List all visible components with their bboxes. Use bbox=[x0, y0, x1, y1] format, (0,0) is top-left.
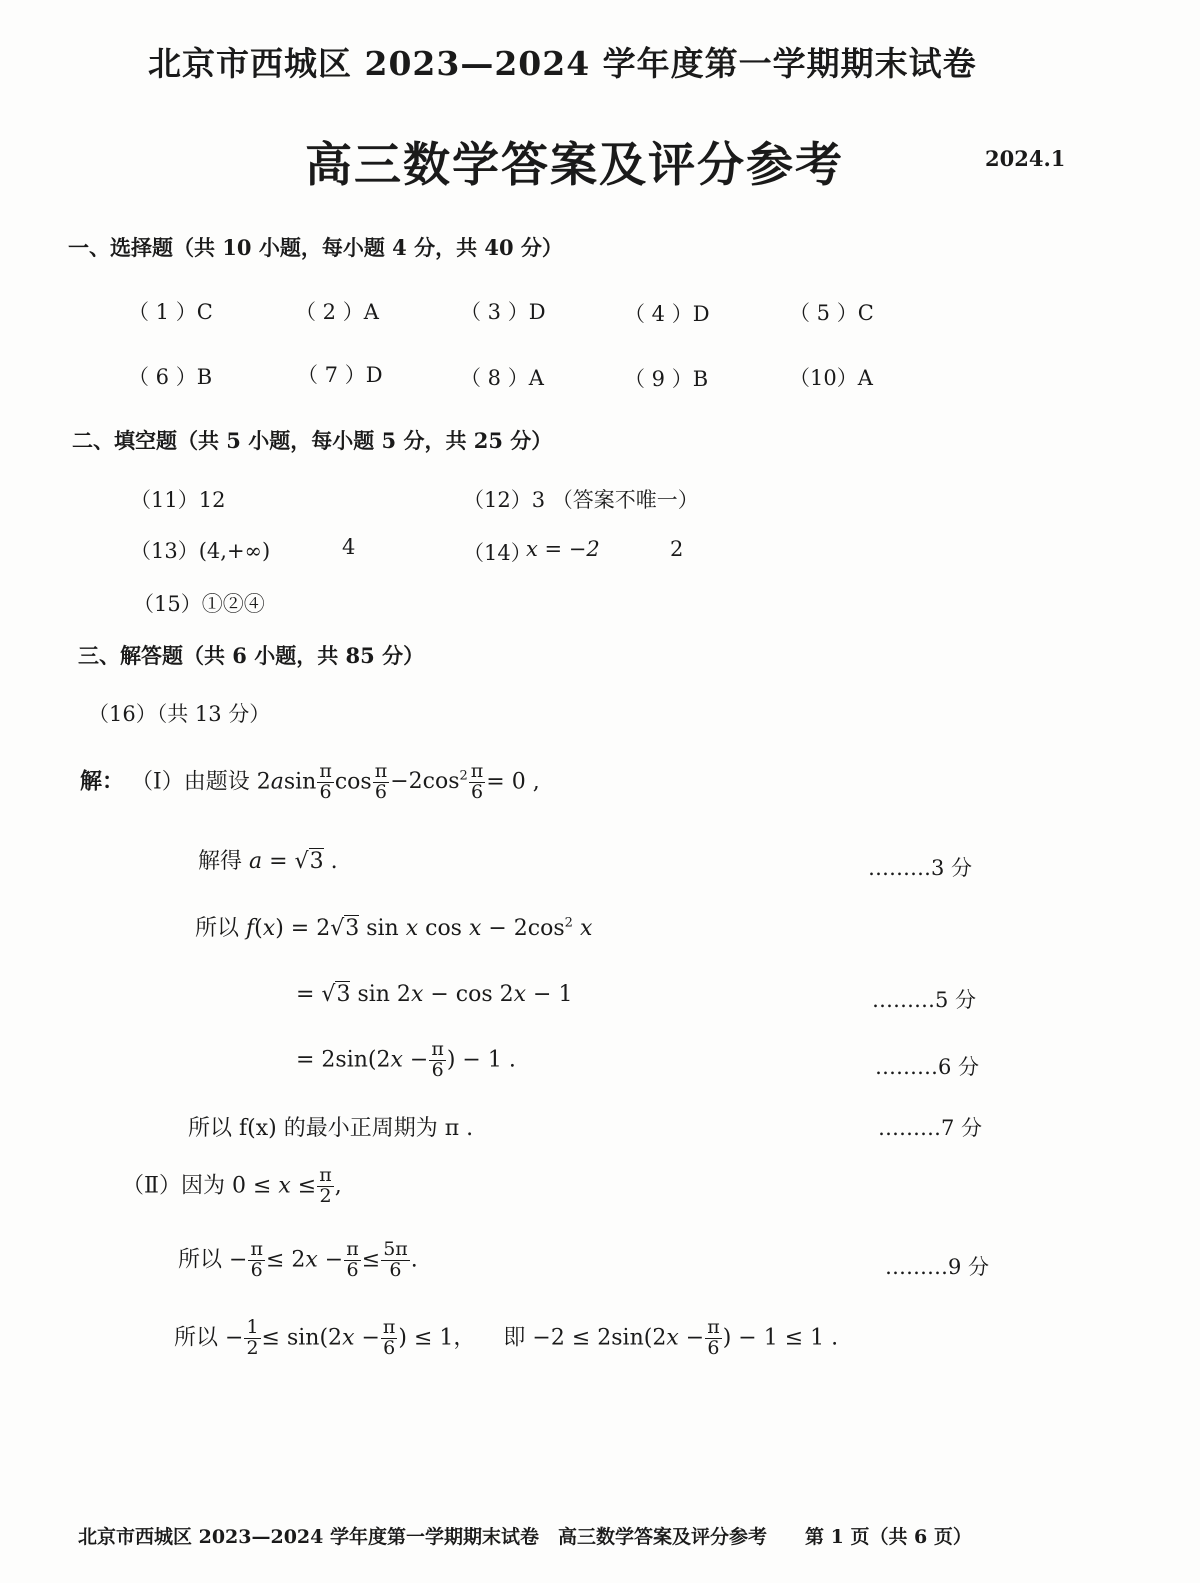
answer-6: （ 6 ）B bbox=[128, 365, 213, 389]
answer-13-second: 4 bbox=[342, 535, 356, 559]
answer-15: （15）①②④ bbox=[133, 592, 265, 616]
answer-4: （ 4 ）D bbox=[624, 302, 710, 326]
answer-8: （ 8 ）A bbox=[460, 366, 544, 390]
solution-line-4: = √3 sin 2x − cos 2x − 1 bbox=[296, 982, 573, 1007]
solution-label: 解： bbox=[80, 768, 125, 795]
page-title: 高三数学答案及评分参考 bbox=[305, 138, 844, 193]
points-6: ………6 分 bbox=[875, 1055, 980, 1079]
solution-line-2: 解得 a = √3 . bbox=[198, 849, 338, 874]
answer-13-first: （13）(4,+∞) bbox=[130, 539, 271, 563]
section3-heading: 三、解答题（共 6 小题，共 85 分） bbox=[78, 643, 425, 668]
points-7: ………7 分 bbox=[878, 1116, 983, 1140]
page-footer: 北京市西城区 2023—2024 学年度第一学期期末试卷 高三数学答案及评分参考 第 1 页（共 6 页） bbox=[78, 1526, 972, 1548]
solution-line-7: （Ⅱ）因为 0 ≤ x ≤ $\frac{\pi}{2}$ , bbox=[122, 1164, 342, 1207]
part1-label: （Ⅰ）由题设 bbox=[131, 769, 250, 795]
points-5: ………5 分 bbox=[872, 988, 977, 1012]
exam-date: 2024.1 bbox=[985, 146, 1066, 171]
solution-line-1: 解： （Ⅰ）由题设 2asin $\frac{\pi}{6}$ cos $\frac{\pi}{6}$ $-2\cos^2$ $\frac{\pi}{6}$ = 0 , bbox=[80, 760, 540, 803]
solution-line-3: 所以 f(x) = 2√3 sin x $\cos x - 2\cos^2$ x bbox=[195, 915, 593, 941]
answer-12: （12）3 （答案不唯一） bbox=[463, 488, 699, 512]
solution-line-5: = 2sin(2x − $\frac{\pi}{6}$ ) − 1 . bbox=[296, 1038, 516, 1081]
answer-14-first: x = −2 bbox=[526, 537, 600, 561]
points-3: ………3 分 bbox=[868, 856, 973, 880]
answer-10: （10）A bbox=[789, 366, 873, 390]
answer-11: （11）12 bbox=[130, 488, 226, 512]
answer-1: （ 1 ）C bbox=[128, 300, 213, 324]
section2-heading: 二、填空题（共 5 小题，每小题 5 分，共 25 分） bbox=[72, 428, 553, 453]
solution-line-6: 所以 f(x) 的最小正周期为 π . bbox=[188, 1116, 474, 1141]
points-9: ………9 分 bbox=[885, 1255, 990, 1279]
answer-3: （ 3 ）D bbox=[460, 300, 546, 324]
answer-7: （ 7 ）D bbox=[297, 363, 383, 387]
exam-title: 北京市西城区 2023—2024 学年度第一学期期末试卷 bbox=[148, 44, 977, 83]
solution-line-9: 所以 − $\frac{1}{2}$ ≤ sin(2x − $\frac{\pi}{6}$ ) ≤ 1， 即 −2 ≤ 2sin(2x − $\frac{\pi}{6}$ ) − 1 ≤ 1 . bbox=[174, 1316, 839, 1359]
section1-heading: 一、选择题（共 10 小题，每小题 4 分，共 40 分） bbox=[68, 235, 563, 260]
answer-9: （ 9 ）B bbox=[624, 367, 709, 391]
question16-heading: （16）（共 13 分） bbox=[88, 702, 271, 726]
answer-5: （ 5 ）C bbox=[789, 301, 874, 325]
solution-line-8: 所以 − $\frac{\pi}{6}$ ≤ 2x − $\frac{\pi}{6}$ ≤ $\frac{5\pi}{6}$ . bbox=[178, 1238, 418, 1281]
answer-14-label: （14） bbox=[463, 541, 532, 565]
answer-14-second: 2 bbox=[670, 537, 684, 561]
answer-2: （ 2 ）A bbox=[295, 300, 379, 324]
